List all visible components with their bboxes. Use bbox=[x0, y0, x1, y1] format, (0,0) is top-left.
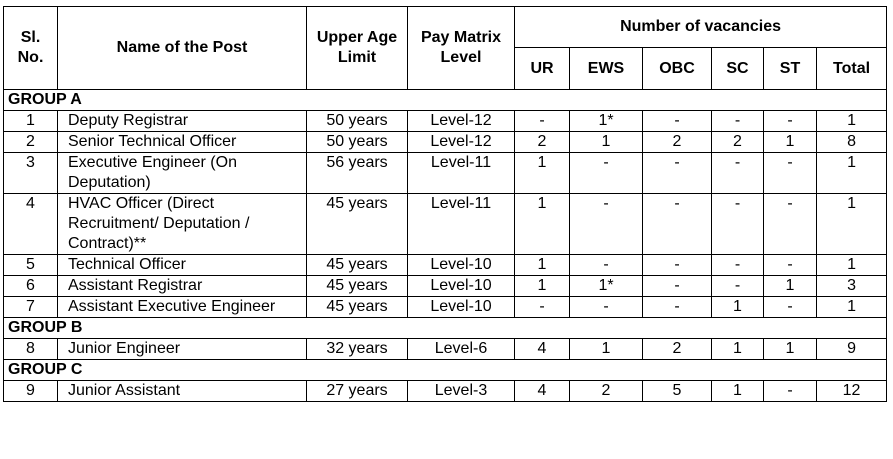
table-body bbox=[4, 90, 887, 402]
cell-obc: 2 bbox=[643, 339, 712, 360]
group-label: GROUP C bbox=[4, 360, 887, 381]
cell-ur: 4 bbox=[515, 339, 570, 360]
cell-ews: - bbox=[570, 153, 643, 194]
cell-sl: 9 bbox=[4, 381, 58, 402]
cell-ews: - bbox=[570, 194, 643, 255]
cell-sc: 1 bbox=[712, 339, 764, 360]
header-sl-no: Sl. No. bbox=[4, 7, 58, 90]
cell-total: 9 bbox=[817, 339, 887, 360]
cell-ur: 1 bbox=[515, 276, 570, 297]
cell-st: - bbox=[764, 381, 817, 402]
cell-obc: - bbox=[643, 194, 712, 255]
cell-sc: - bbox=[712, 153, 764, 194]
cell-total: 12 bbox=[817, 381, 887, 402]
cell-ur: 1 bbox=[515, 153, 570, 194]
cell-ews: 1* bbox=[570, 111, 643, 132]
cell-age: 50 years bbox=[307, 132, 408, 153]
cell-pay: Level-11 bbox=[408, 153, 515, 194]
cell-sl: 5 bbox=[4, 255, 58, 276]
cell-ews: 1 bbox=[570, 132, 643, 153]
cell-st: 1 bbox=[764, 276, 817, 297]
cell-obc: - bbox=[643, 297, 712, 318]
cell-total: 1 bbox=[817, 111, 887, 132]
cell-total: 1 bbox=[817, 194, 887, 255]
table-row bbox=[4, 111, 887, 132]
cell-st: - bbox=[764, 297, 817, 318]
cell-total: 1 bbox=[817, 297, 887, 318]
cell-total: 8 bbox=[817, 132, 887, 153]
cell-obc: - bbox=[643, 255, 712, 276]
header-st: ST bbox=[764, 48, 817, 90]
cell-post: Executive Engineer (On Deputation) bbox=[58, 153, 307, 194]
cell-st: 1 bbox=[764, 339, 817, 360]
cell-sl: 7 bbox=[4, 297, 58, 318]
cell-sc: - bbox=[712, 255, 764, 276]
table-row bbox=[4, 276, 887, 297]
cell-sc: - bbox=[712, 276, 764, 297]
cell-age: 45 years bbox=[307, 276, 408, 297]
cell-ews: - bbox=[570, 297, 643, 318]
cell-sl: 1 bbox=[4, 111, 58, 132]
header-sc: SC bbox=[712, 48, 764, 90]
cell-st: - bbox=[764, 194, 817, 255]
table-row bbox=[4, 132, 887, 153]
cell-pay: Level-12 bbox=[408, 111, 515, 132]
cell-obc: - bbox=[643, 276, 712, 297]
header-total: Total bbox=[817, 48, 887, 90]
cell-age: 32 years bbox=[307, 339, 408, 360]
group-label: GROUP B bbox=[4, 318, 887, 339]
cell-ur: 1 bbox=[515, 255, 570, 276]
cell-ur: 4 bbox=[515, 381, 570, 402]
cell-pay: Level-11 bbox=[408, 194, 515, 255]
cell-sl: 2 bbox=[4, 132, 58, 153]
cell-sl: 3 bbox=[4, 153, 58, 194]
cell-ur: - bbox=[515, 111, 570, 132]
table-row bbox=[4, 194, 887, 255]
cell-post: Senior Technical Officer bbox=[58, 132, 307, 153]
header-age-limit: Upper Age Limit bbox=[307, 7, 408, 90]
table-row bbox=[4, 381, 887, 402]
cell-st: - bbox=[764, 153, 817, 194]
cell-obc: - bbox=[643, 153, 712, 194]
header-ews: EWS bbox=[570, 48, 643, 90]
vacancy-table bbox=[3, 6, 887, 402]
cell-post: HVAC Officer (Direct Recruitment/ Deputation / Contract)** bbox=[58, 194, 307, 255]
cell-total: 3 bbox=[817, 276, 887, 297]
cell-ews: 1* bbox=[570, 276, 643, 297]
cell-age: 45 years bbox=[307, 297, 408, 318]
cell-sl: 8 bbox=[4, 339, 58, 360]
group-row bbox=[4, 360, 887, 381]
header-post-name: Name of the Post bbox=[58, 7, 307, 90]
group-label: GROUP A bbox=[4, 90, 887, 111]
group-row bbox=[4, 318, 887, 339]
cell-ur: 2 bbox=[515, 132, 570, 153]
cell-st: 1 bbox=[764, 132, 817, 153]
cell-post: Assistant Registrar bbox=[58, 276, 307, 297]
cell-sc: - bbox=[712, 111, 764, 132]
header-ur: UR bbox=[515, 48, 570, 90]
group-row bbox=[4, 90, 887, 111]
cell-pay: Level-6 bbox=[408, 339, 515, 360]
cell-post: Deputy Registrar bbox=[58, 111, 307, 132]
table-row bbox=[4, 255, 887, 276]
cell-age: 45 years bbox=[307, 194, 408, 255]
cell-pay: Level-3 bbox=[408, 381, 515, 402]
cell-sc: 1 bbox=[712, 381, 764, 402]
cell-age: 56 years bbox=[307, 153, 408, 194]
cell-post: Junior Engineer bbox=[58, 339, 307, 360]
cell-sl: 4 bbox=[4, 194, 58, 255]
cell-post: Assistant Executive Engineer bbox=[58, 297, 307, 318]
cell-age: 50 years bbox=[307, 111, 408, 132]
cell-st: - bbox=[764, 255, 817, 276]
header-vacancies: Number of vacancies bbox=[515, 7, 887, 48]
cell-ur: 1 bbox=[515, 194, 570, 255]
cell-obc: - bbox=[643, 111, 712, 132]
cell-sc: 2 bbox=[712, 132, 764, 153]
cell-sc: 1 bbox=[712, 297, 764, 318]
table-row bbox=[4, 339, 887, 360]
cell-st: - bbox=[764, 111, 817, 132]
cell-ews: 1 bbox=[570, 339, 643, 360]
cell-total: 1 bbox=[817, 153, 887, 194]
cell-pay: Level-12 bbox=[408, 132, 515, 153]
cell-post: Technical Officer bbox=[58, 255, 307, 276]
table-row bbox=[4, 297, 887, 318]
cell-ews: 2 bbox=[570, 381, 643, 402]
cell-post: Junior Assistant bbox=[58, 381, 307, 402]
cell-total: 1 bbox=[817, 255, 887, 276]
cell-pay: Level-10 bbox=[408, 276, 515, 297]
cell-sc: - bbox=[712, 194, 764, 255]
cell-ur: - bbox=[515, 297, 570, 318]
table-row bbox=[4, 153, 887, 194]
cell-ews: - bbox=[570, 255, 643, 276]
cell-age: 45 years bbox=[307, 255, 408, 276]
cell-age: 27 years bbox=[307, 381, 408, 402]
cell-obc: 2 bbox=[643, 132, 712, 153]
cell-obc: 5 bbox=[643, 381, 712, 402]
header-pay-matrix: Pay Matrix Level bbox=[408, 7, 515, 90]
header-obc: OBC bbox=[643, 48, 712, 90]
cell-pay: Level-10 bbox=[408, 297, 515, 318]
cell-pay: Level-10 bbox=[408, 255, 515, 276]
cell-sl: 6 bbox=[4, 276, 58, 297]
